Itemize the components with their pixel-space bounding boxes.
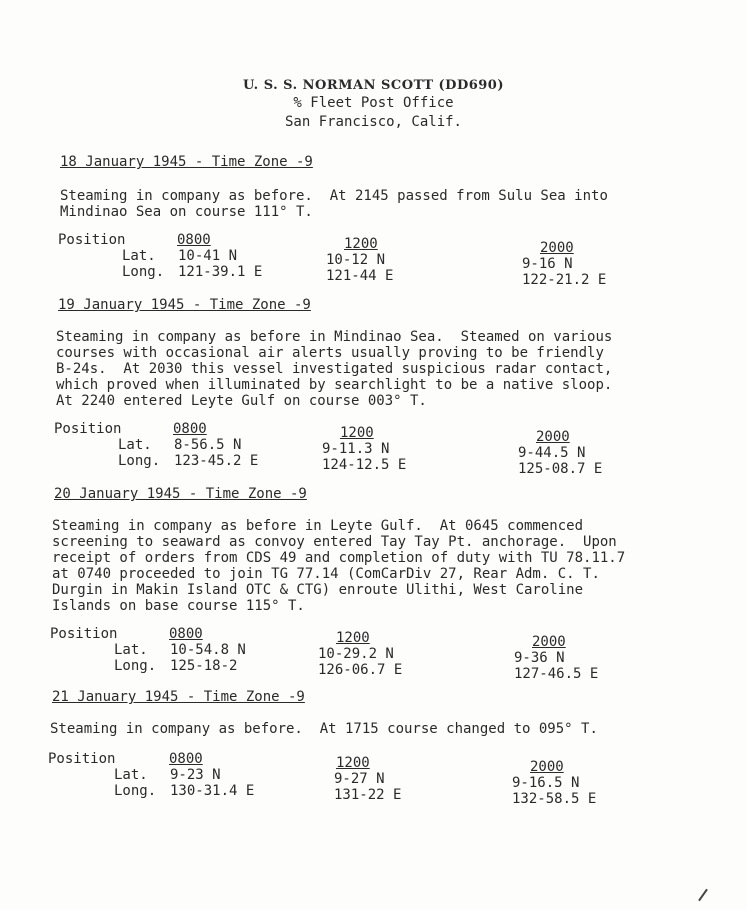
time-label: 2000 bbox=[540, 240, 574, 256]
time-label: 0800 bbox=[173, 421, 207, 437]
lat-label: Lat. bbox=[114, 642, 148, 658]
time-label: 2000 bbox=[536, 429, 570, 445]
long-label: Long. bbox=[114, 783, 157, 799]
time-label: 1200 bbox=[336, 630, 370, 646]
position-1200 bbox=[322, 425, 406, 473]
lat-value: 10-29.2 N bbox=[318, 646, 394, 662]
position-2000 bbox=[518, 429, 602, 477]
long-value: 125-18-2 bbox=[170, 658, 238, 674]
city-line: San Francisco, Calif. bbox=[284, 114, 462, 130]
position-2000 bbox=[522, 240, 606, 288]
long-label: Long. bbox=[122, 264, 165, 280]
fleet-post-office: % Fleet Post Office bbox=[293, 95, 454, 111]
long-value: 131-22 E bbox=[334, 787, 402, 803]
long-value: 121-44 E bbox=[326, 268, 394, 284]
position-0800 bbox=[114, 751, 254, 799]
position-1200 bbox=[334, 755, 401, 803]
entry-body: Steaming in company as before in Leyte Gulf. At 0645 commenced screening to seaward as convoy entered Tay Tay Pt. anchorage. Upon receipt of orders from CDS 49 and completion of duty with TU 78.11.7 at 0740 proceeded to join TG 77.14 (ComCarDiv 27, Rear Adm. C. T. Durgin in Makin Island OTC & CTG) enroute Ulithi, West Caroline Islands on base course 115° T. bbox=[52, 518, 626, 614]
long-label: Long. bbox=[114, 658, 157, 674]
position-label: Position bbox=[58, 232, 126, 248]
entry-heading: 20 January 1945 - Time Zone -9 bbox=[54, 486, 307, 502]
long-value: 130-31.4 E bbox=[170, 783, 255, 799]
entry-body: Steaming in company as before in Mindinao Sea. Steamed on various courses with occasional air alerts usually proving to be friendly B-24s. At 2030 this vessel investigated suspicious radar contact, which proved when illuminated by searchlight to be a native sloop. At 2240 entered Leyte Gulf on course 003° T. bbox=[56, 329, 613, 409]
time-label: 2000 bbox=[530, 759, 564, 775]
lat-value: 10-12 N bbox=[326, 252, 386, 268]
lat-value: 9-11.3 N bbox=[322, 441, 390, 457]
long-value: 124-12.5 E bbox=[322, 457, 407, 473]
time-label: 1200 bbox=[340, 425, 374, 441]
long-value: 123-45.2 E bbox=[174, 453, 259, 469]
position-label: Position bbox=[50, 626, 118, 642]
position-0800 bbox=[114, 626, 246, 674]
time-label: 1200 bbox=[344, 236, 378, 252]
long-value: 125-08.7 E bbox=[518, 461, 603, 477]
entry-heading: 19 January 1945 - Time Zone -9 bbox=[58, 297, 311, 313]
time-label: 2000 bbox=[532, 634, 566, 650]
long-value: 122-21.2 E bbox=[522, 272, 607, 288]
lat-value: 8-56.5 N bbox=[174, 437, 242, 453]
long-value: 126-06.7 E bbox=[318, 662, 403, 678]
position-1200 bbox=[326, 236, 393, 284]
lat-value: 9-16 N bbox=[522, 256, 573, 272]
time-label: 0800 bbox=[169, 626, 203, 642]
lat-label: Lat. bbox=[122, 248, 156, 264]
long-value: 127-46.5 E bbox=[514, 666, 599, 682]
entry-heading: 21 January 1945 - Time Zone -9 bbox=[52, 689, 305, 705]
position-0800 bbox=[118, 421, 258, 469]
ship-name: U. S. S. NORMAN SCOTT (DD690) bbox=[243, 78, 504, 93]
lat-value: 9-16.5 N bbox=[512, 775, 580, 791]
lat-value: 9-44.5 N bbox=[518, 445, 586, 461]
long-value: 132-58.5 E bbox=[512, 791, 597, 807]
entry-body: Steaming in company as before. At 2145 passed from Sulu Sea into Mindinao Sea on course 111° T. bbox=[60, 188, 608, 220]
time-label: 1200 bbox=[336, 755, 370, 771]
position-label: Position bbox=[54, 421, 122, 437]
entry-heading: 18 January 1945 - Time Zone -9 bbox=[60, 154, 313, 170]
entry-body: Steaming in company as before. At 1715 course changed to 095° T. bbox=[50, 721, 598, 737]
lat-value: 10-41 N bbox=[178, 248, 238, 264]
lat-value: 10-54.8 N bbox=[170, 642, 246, 658]
pen-stroke-mark bbox=[698, 889, 708, 902]
position-2000 bbox=[514, 634, 598, 682]
lat-value: 9-36 N bbox=[514, 650, 565, 666]
position-0800 bbox=[122, 232, 262, 280]
time-label: 0800 bbox=[169, 751, 203, 767]
long-value: 121-39.1 E bbox=[178, 264, 263, 280]
lat-value: 9-27 N bbox=[334, 771, 385, 787]
position-1200 bbox=[318, 630, 402, 678]
long-label: Long. bbox=[118, 453, 161, 469]
position-label: Position bbox=[48, 751, 116, 767]
lat-label: Lat. bbox=[118, 437, 152, 453]
position-2000 bbox=[512, 759, 596, 807]
lat-value: 9-23 N bbox=[170, 767, 221, 783]
lat-label: Lat. bbox=[114, 767, 148, 783]
time-label: 0800 bbox=[177, 232, 211, 248]
